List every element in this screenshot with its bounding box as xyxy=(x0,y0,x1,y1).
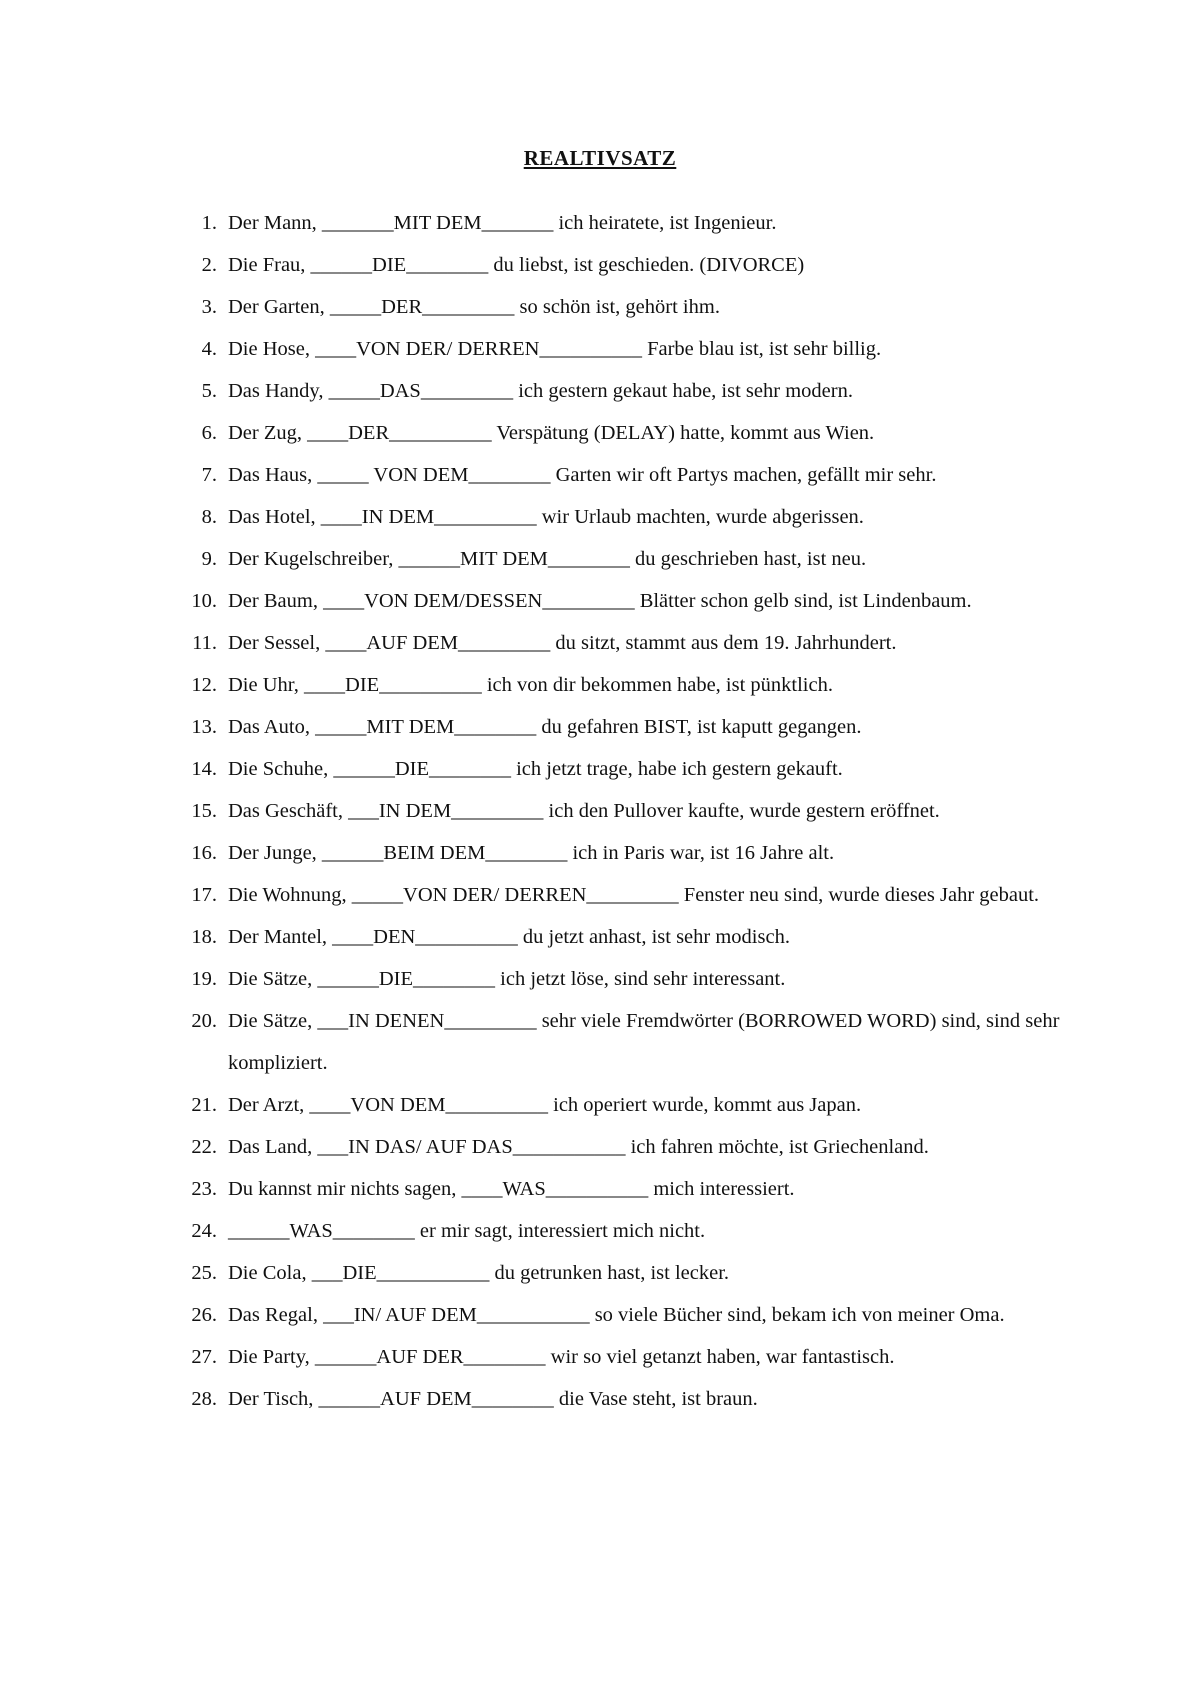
item-sentence: Das Handy, _____DAS_________ ich gestern gekaut habe, ist sehr modern. xyxy=(228,380,853,402)
item-number: 7. xyxy=(201,464,217,486)
item-sentence: Das Geschäft, ___IN DEM_________ ich den Pullover kaufte, wurde gestern eröffnet. xyxy=(228,800,940,822)
item-sentence: Der Garten, _____DER_________ so schön ist, gehört ihm. xyxy=(228,296,720,318)
item-sentence: Die Sätze, ______DIE________ ich jetzt löse, sind sehr interessant. xyxy=(228,968,786,990)
exercise-item xyxy=(181,958,1061,1000)
item-sentence: Das Regal, ___IN/ AUF DEM___________ so viele Bücher sind, bekam ich von meiner Oma. xyxy=(228,1304,1005,1326)
item-sentence: Die Wohnung, _____VON DER/ DERREN_________ Fenster neu sind, wurde dieses Jahr gebaut. xyxy=(228,884,1040,906)
exercise-item xyxy=(181,832,1061,874)
item-number: 13. xyxy=(191,716,217,738)
item-number: 4. xyxy=(201,338,217,360)
exercise-item xyxy=(181,1084,1061,1126)
item-sentence: Die Uhr, ____DIE__________ ich von dir bekommen habe, ist pünktlich. xyxy=(228,674,833,696)
item-number: 11. xyxy=(192,632,217,654)
exercise-item xyxy=(181,286,1061,328)
exercise-item xyxy=(181,580,1061,622)
item-number: 8. xyxy=(201,506,217,528)
item-sentence: Die Hose, ____VON DER/ DERREN__________ Farbe blau ist, ist sehr billig. xyxy=(228,338,882,360)
item-number: 24. xyxy=(191,1220,217,1242)
item-number: 14. xyxy=(191,758,217,780)
item-number: 22. xyxy=(191,1136,217,1158)
item-number: 18. xyxy=(191,926,217,948)
item-sentence: Die Cola, ___DIE___________ du getrunken hast, ist lecker. xyxy=(228,1262,730,1284)
item-sentence: Das Auto, _____MIT DEM________ du gefahren BIST, ist kaputt gegangen. xyxy=(228,716,862,738)
item-sentence: Der Arzt, ____VON DEM__________ ich operiert wurde, kommt aus Japan. xyxy=(228,1094,862,1116)
exercise-item xyxy=(181,1168,1061,1210)
item-number: 3. xyxy=(201,296,217,318)
item-sentence: Der Sessel, ____AUF DEM_________ du sitzt, stammt aus dem 19. Jahrhundert. xyxy=(228,632,897,654)
item-sentence: Das Hotel, ____IN DEM__________ wir Urlaub machten, wurde abgerissen. xyxy=(228,506,864,528)
item-sentence: Der Zug, ____DER__________ Verspätung (DELAY) hatte, kommt aus Wien. xyxy=(228,422,875,444)
item-sentence: ______WAS________ er mir sagt, interessiert mich nicht. xyxy=(228,1220,706,1242)
item-sentence: Du kannst mir nichts sagen, ____WAS__________ mich interessiert. xyxy=(228,1178,795,1200)
item-sentence: Das Land, ___IN DAS/ AUF DAS___________ ich fahren möchte, ist Griechenland. xyxy=(228,1136,929,1158)
item-sentence: Die Frau, ______DIE________ du liebst, ist geschieden. (DIVORCE) xyxy=(228,254,805,276)
item-number: 1. xyxy=(201,212,217,234)
item-number: 26. xyxy=(191,1304,217,1326)
exercise-item xyxy=(181,370,1061,412)
exercise-item xyxy=(181,496,1061,538)
exercise-item xyxy=(181,1336,1061,1378)
item-number: 16. xyxy=(191,842,217,864)
item-number: 12. xyxy=(191,674,217,696)
item-number: 6. xyxy=(201,422,217,444)
exercise-list xyxy=(181,202,1065,1420)
item-sentence: Der Junge, ______BEIM DEM________ ich in Paris war, ist 16 Jahre alt. xyxy=(228,842,835,864)
exercise-item xyxy=(181,706,1061,748)
exercise-item xyxy=(181,874,1061,916)
exercise-item xyxy=(181,1294,1061,1336)
exercise-item xyxy=(181,748,1061,790)
exercise-item xyxy=(181,622,1061,664)
exercise-item xyxy=(181,790,1061,832)
exercise-item xyxy=(181,454,1061,496)
exercise-item xyxy=(181,1126,1061,1168)
exercise-item xyxy=(181,916,1061,958)
item-sentence: Der Tisch, ______AUF DEM________ die Vase steht, ist braun. xyxy=(228,1388,758,1410)
exercise-item xyxy=(181,328,1061,370)
item-number: 10. xyxy=(191,590,217,612)
item-number: 27. xyxy=(191,1346,217,1368)
item-sentence: Der Mann, _______MIT DEM_______ ich heiratete, ist Ingenieur. xyxy=(228,212,777,234)
exercise-item xyxy=(181,202,1061,244)
item-sentence: Der Kugelschreiber, ______MIT DEM________ du geschrieben hast, ist neu. xyxy=(228,548,867,570)
item-number: 19. xyxy=(191,968,217,990)
item-sentence: Der Mantel, ____DEN__________ du jetzt anhast, ist sehr modisch. xyxy=(228,926,790,948)
exercise-item xyxy=(181,538,1061,580)
item-number: 23. xyxy=(191,1178,217,1200)
item-sentence: Die Party, ______AUF DER________ wir so viel getanzt haben, war fantastisch. xyxy=(228,1346,895,1368)
item-sentence: Das Haus, _____ VON DEM________ Garten wir oft Partys machen, gefällt mir sehr. xyxy=(228,464,937,486)
exercise-item xyxy=(181,1210,1061,1252)
item-number: 25. xyxy=(191,1262,217,1284)
item-number: 28. xyxy=(191,1388,217,1410)
item-number: 20. xyxy=(191,1010,217,1032)
item-sentence: Die Schuhe, ______DIE________ ich jetzt trage, habe ich gestern gekauft. xyxy=(228,758,843,780)
exercise-item xyxy=(181,664,1061,706)
item-number: 15. xyxy=(191,800,217,822)
item-number: 5. xyxy=(201,380,217,402)
exercise-item xyxy=(181,1000,1065,1084)
exercise-item xyxy=(181,1252,1061,1294)
exercise-item xyxy=(181,412,1061,454)
item-sentence: Die Sätze, ___IN DENEN_________ sehr viele Fremdwörter (BORROWED WORD) sind, sind sehr kompliziert. xyxy=(228,1010,1065,1074)
item-sentence: Der Baum, ____VON DEM/DESSEN_________ Blätter schon gelb sind, ist Lindenbaum. xyxy=(228,590,972,612)
page-title: REALTIVSATZ xyxy=(523,146,677,170)
item-number: 17. xyxy=(191,884,217,906)
item-number: 9. xyxy=(201,548,217,570)
exercise-item xyxy=(181,1378,1061,1420)
exercise-item xyxy=(181,244,1061,286)
item-number: 21. xyxy=(191,1094,217,1116)
item-number: 2. xyxy=(201,254,217,276)
